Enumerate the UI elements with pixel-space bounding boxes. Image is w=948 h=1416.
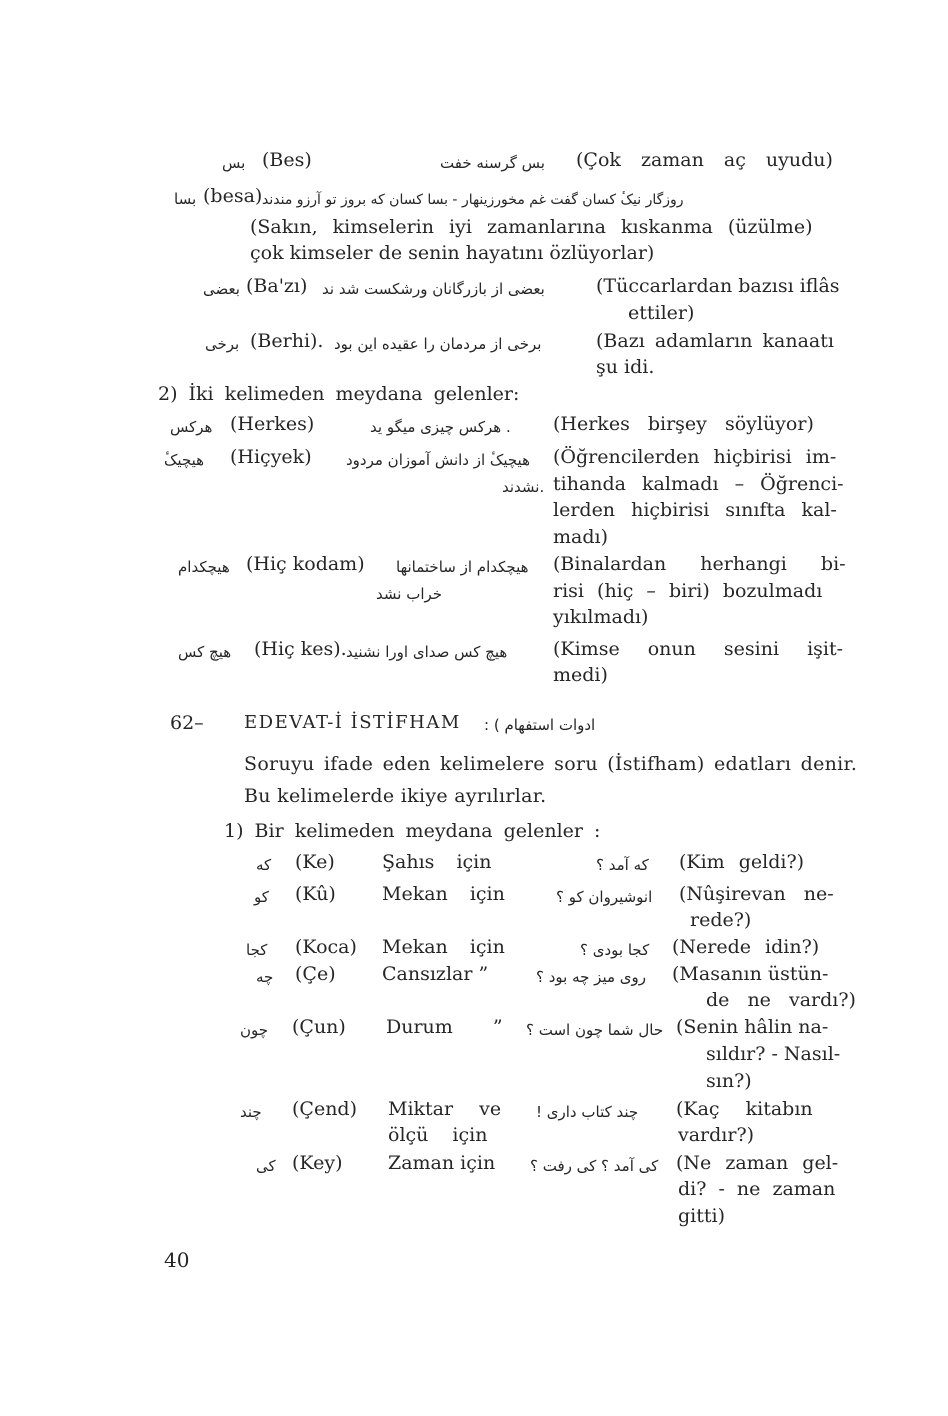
translation: (Kaç kitabın: [676, 1098, 813, 1120]
translation: (Binalardan herhangi bi-: [553, 553, 846, 575]
arabic-example: روزگار نیکٔ کسان گفت غم مخورزینهار - بسا کسان که بروز تو آرزو مندند: [262, 192, 684, 208]
translation: (Kim geldi?): [679, 851, 805, 873]
transliteration: (Ke): [295, 851, 335, 873]
arabic-example: بعضی از بازرگانان ورشکست شد ند: [322, 280, 545, 298]
arabic-word: هیچ کس: [178, 643, 232, 661]
arabic-word: کی: [256, 1157, 276, 1175]
arabic-word: بسا: [174, 190, 197, 208]
usage: Durum ”: [386, 1016, 503, 1038]
transliteration: (Hiçyek): [230, 446, 312, 468]
transliteration: (Ba'zı): [246, 275, 308, 297]
translation: çok kimseler de senin hayatını özlüyorlar): [250, 242, 655, 264]
translation: lerden hiçbirisi sınıfta kal-: [553, 499, 837, 521]
arabic-word: هرکس: [170, 418, 213, 436]
section-title-arabic: ادوات استفهام ) :: [484, 716, 596, 734]
translation: şu idi.: [596, 356, 655, 378]
usage: ölçü için: [388, 1124, 488, 1146]
arabic-example: خراب نشد: [376, 585, 443, 603]
translation: de ne vardı?): [706, 989, 856, 1011]
arabic-example: انوشیروان کو ؟: [556, 888, 653, 906]
transliteration: (besa): [203, 185, 263, 207]
transliteration: (Bes): [262, 149, 312, 171]
arabic-word: چون: [240, 1021, 269, 1039]
transliteration: (Hiç kes).: [254, 638, 347, 660]
page-number: 40: [164, 1248, 190, 1272]
section-heading: 2) İki kelimeden meydana gelenler:: [158, 383, 520, 405]
transliteration: (Çun): [292, 1016, 346, 1038]
arabic-word: هیچکدام: [178, 558, 230, 576]
usage: Mekan için: [382, 883, 505, 905]
translation: risi (hiç – biri) bozulmadı: [553, 580, 823, 602]
arabic-example: هیچیکٔ از دانش آموزان مردود: [346, 451, 530, 469]
translation: vardır?): [678, 1124, 755, 1146]
section-title: EDEVAT-İ İSTİFHAM: [244, 712, 461, 733]
arabic-word: بس: [222, 154, 246, 172]
translation: (Herkes birşey söylüyor): [553, 413, 814, 435]
translation: (Bazı adamların kanaatı: [596, 330, 834, 352]
translation: (Nûşirevan ne-: [679, 883, 834, 905]
transliteration: (Çe): [295, 963, 336, 985]
translation: (Sakın, kimselerin iyi zamanlarına kıskanma (üzülme): [250, 216, 813, 238]
translation: sın?): [706, 1070, 752, 1092]
translation: (Nerede idin?): [672, 936, 820, 958]
arabic-example: هیچکدام از ساختمانها: [396, 558, 529, 576]
usage: Şahıs için: [382, 851, 492, 873]
paragraph-line: Soruyu ifade eden kelimelere soru (İstifham) edatları denir.: [244, 753, 858, 775]
transliteration: (Key): [292, 1152, 343, 1174]
arabic-word: که: [256, 856, 272, 874]
translation: tihanda kalmadı – Öğrenci-: [553, 473, 844, 495]
usage: Zaman için: [388, 1152, 496, 1174]
usage: Mekan için: [382, 936, 505, 958]
sub-heading: 1) Bir kelimeden meydana gelenler :: [224, 820, 601, 842]
arabic-example: چند کتاب داری !: [536, 1103, 639, 1121]
translation: di? - ne zaman: [678, 1178, 836, 1200]
translation: medi): [553, 664, 608, 686]
transliteration: (Berhi).: [250, 330, 324, 352]
arabic-word: برخی: [205, 335, 240, 353]
usage: Miktar ve: [388, 1098, 502, 1120]
arabic-example: کجا بودی ؟: [580, 941, 650, 959]
arabic-example: برخی از مردمان را عقیده این بود: [334, 335, 542, 353]
transliteration: (Çend): [292, 1098, 358, 1120]
arabic-word: چه: [256, 968, 274, 986]
usage: Cansızlar ”: [382, 963, 489, 985]
arabic-example: .نشدند: [502, 478, 545, 496]
translation: (Masanın üstün-: [672, 963, 829, 985]
translation: (Öğrencilerden hiçbirisi im-: [553, 446, 837, 468]
translation: (Çok zaman aç uyudu): [576, 149, 833, 171]
arabic-example: روی میز چه بود ؟: [536, 968, 647, 986]
translation: madı): [553, 526, 608, 548]
arabic-word: کو: [254, 888, 269, 906]
arabic-example: هیچ کس صدای اورا نشنید: [346, 643, 508, 661]
translation: (Tüccarlardan bazısı iflâs: [596, 275, 840, 297]
translation: rede?): [690, 909, 752, 931]
arabic-example: . هرکس چیزی میگو ید: [370, 418, 511, 436]
arabic-word: بعضی: [203, 280, 240, 298]
translation: yıkılmadı): [553, 606, 649, 628]
arabic-word: هیچیکٔ: [164, 451, 205, 469]
arabic-example: کی آمد ؟ کی رفت ؟: [530, 1157, 659, 1175]
translation: (Ne zaman gel-: [676, 1152, 839, 1174]
transliteration: (Hiç kodam): [246, 553, 365, 575]
arabic-example: که آمد ؟: [596, 856, 649, 874]
transliteration: (Koca): [295, 936, 357, 958]
arabic-example: حال شما چون است ؟: [526, 1021, 664, 1039]
paragraph-line: Bu kelimelerde ikiye ayrılırlar.: [244, 785, 547, 807]
arabic-example: بس گرسنه خفت: [440, 154, 545, 172]
section-number: 62–: [170, 712, 204, 734]
translation: (Kimse onun sesini işit-: [553, 638, 844, 660]
translation: (Senin hâlin na-: [676, 1016, 829, 1038]
translation: gitti): [678, 1205, 725, 1227]
transliteration: (Herkes): [230, 413, 315, 435]
arabic-word: کجا: [246, 941, 268, 959]
transliteration: (Kû): [295, 883, 336, 905]
translation: ettiler): [628, 302, 695, 324]
translation: sıldır? - Nasıl-: [706, 1043, 841, 1065]
arabic-word: چند: [240, 1103, 262, 1121]
